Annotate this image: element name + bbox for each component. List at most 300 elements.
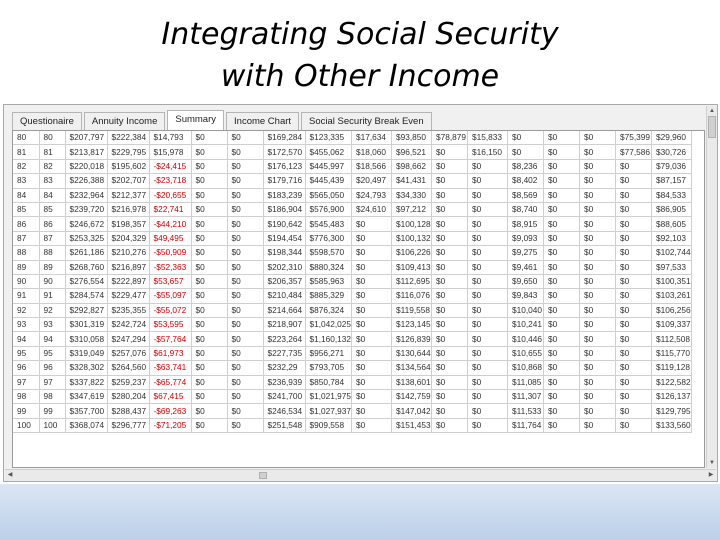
table-cell: $1,042,025 [305,318,352,332]
table-cell: $0 [352,217,392,231]
table-cell: $0 [580,274,616,288]
table-row [13,188,692,202]
table-cell: 96 [39,361,65,375]
table-cell: 96 [13,361,39,375]
table-cell: 82 [13,159,39,173]
table-row [13,418,692,432]
table-cell: $0 [432,418,468,432]
triangle-down-icon[interactable]: ▼ [709,460,715,466]
table-cell: $0 [616,346,652,360]
table-cell: $251,548 [263,418,305,432]
table-cell: $0 [352,361,392,375]
table-cell: $8,402 [508,174,544,188]
table-cell: $0 [544,404,580,418]
table-cell: 99 [39,404,65,418]
table-cell: $67,415 [149,390,191,404]
table-cell: $0 [544,260,580,274]
table-cell: $30,726 [652,145,692,159]
table-cell: -$57,764 [149,332,191,346]
table-cell: $0 [191,246,227,260]
table-cell: $0 [352,375,392,389]
table-cell: $0 [580,332,616,346]
table-cell: $0 [544,289,580,303]
table-cell: $0 [616,246,652,260]
table-cell: $0 [191,145,227,159]
table-cell: $0 [227,260,263,274]
table-cell: $0 [191,375,227,389]
table-cell: $218,907 [263,318,305,332]
table-cell: 86 [39,217,65,231]
app-window [3,104,718,482]
table-cell: $123,335 [305,131,352,145]
table-cell: $0 [544,318,580,332]
table-cell: $0 [227,145,263,159]
table-cell: 89 [13,260,39,274]
table-cell: $122,582 [652,375,692,389]
table-cell: $0 [227,231,263,245]
table-cell: $88,605 [652,217,692,231]
table-cell: $445,439 [305,174,352,188]
table-cell: $0 [616,159,652,173]
table-cell: $0 [432,174,468,188]
table-cell: $0 [191,274,227,288]
table-cell: $0 [616,174,652,188]
table-cell: $204,329 [107,231,149,245]
table-cell: $0 [580,231,616,245]
table-cell: $103,261 [652,289,692,303]
triangle-right-icon[interactable]: ▶ [708,472,714,478]
table-cell: $20,497 [352,174,392,188]
table-cell: $210,276 [107,246,149,260]
table-cell: $129,795 [652,404,692,418]
table-cell: 93 [13,318,39,332]
table-cell: $0 [227,131,263,145]
table-cell: $9,461 [508,260,544,274]
table-cell: $0 [352,346,392,360]
table-cell: -$55,097 [149,289,191,303]
table-cell: $0 [580,375,616,389]
table-cell: $0 [191,418,227,432]
table-cell: $92,103 [652,231,692,245]
table-cell: 92 [13,303,39,317]
tab-strip [12,109,434,131]
table-cell: $956,271 [305,346,352,360]
table-cell: $0 [227,346,263,360]
table-cell: $0 [432,303,468,317]
table-cell: 98 [39,390,65,404]
table-cell: $793,705 [305,361,352,375]
table-cell: $0 [580,159,616,173]
table-row [13,332,692,346]
table-cell: -$69,263 [149,404,191,418]
slide-footer-band [0,484,720,540]
table-cell: $176,123 [263,159,305,173]
tab-annuity-income[interactable]: Annuity Income [84,112,165,131]
table-cell: 97 [13,375,39,389]
table-cell: $0 [227,246,263,260]
table-cell: $194,454 [263,231,305,245]
table-cell: $226,388 [65,174,107,188]
table-cell: $0 [580,174,616,188]
table-cell: $229,795 [107,145,149,159]
table-cell: $0 [432,188,468,202]
table-cell: $0 [468,318,508,332]
table-cell: $0 [227,332,263,346]
table-row [13,390,692,404]
table-cell: $0 [468,361,508,375]
table-cell: $368,074 [65,418,107,432]
table-cell: $24,610 [352,202,392,216]
table-cell: $0 [544,375,580,389]
table-cell: $202,310 [263,260,305,274]
table-cell: $198,344 [263,246,305,260]
table-cell: $0 [616,303,652,317]
table-cell: 100 [39,418,65,432]
table-cell: $34,330 [392,188,432,202]
slide-title-line-1: Integrating Social Security [161,17,559,52]
table-cell: $1,021,975 [305,390,352,404]
table-cell: $0 [191,159,227,173]
table-cell: $0 [227,217,263,231]
table-cell: $8,915 [508,217,544,231]
table-cell: $102,744 [652,246,692,260]
table-cell: $11,533 [508,404,544,418]
table-cell: $232,964 [65,188,107,202]
table-row [13,361,692,375]
table-cell: $0 [468,289,508,303]
table-row [13,318,692,332]
table-cell: $0 [468,390,508,404]
table-cell: $0 [432,346,468,360]
table-cell: $776,300 [305,231,352,245]
table-cell: $0 [227,188,263,202]
table-cell: $0 [580,346,616,360]
table-cell: $17,634 [352,131,392,145]
summary-panel [12,130,705,468]
table-cell: $0 [432,260,468,274]
table-cell: $236,939 [263,375,305,389]
table-cell: 90 [39,274,65,288]
table-cell: -$52,363 [149,260,191,274]
table-cell: $0 [580,361,616,375]
table-cell: 95 [39,346,65,360]
table-cell: $0 [616,274,652,288]
table-cell: $109,337 [652,318,692,332]
table-cell: 83 [39,174,65,188]
table-cell: $126,839 [392,332,432,346]
table-cell: $0 [468,159,508,173]
table-cell: $112,508 [652,332,692,346]
table-cell: $0 [544,202,580,216]
table-cell: $0 [227,202,263,216]
table-cell: $0 [191,346,227,360]
table-cell: $119,558 [392,303,432,317]
table-cell: $0 [227,174,263,188]
table-cell: $455,062 [305,145,352,159]
table-cell: $0 [616,418,652,432]
table-cell: $134,564 [392,361,432,375]
table-cell: 98 [13,390,39,404]
table-cell: $0 [352,274,392,288]
table-cell: 88 [39,246,65,260]
table-row [13,131,692,145]
table-cell: $264,560 [107,361,149,375]
table-cell: $0 [580,188,616,202]
vertical-scrollbar[interactable] [706,106,717,468]
tab-income-chart[interactable]: Income Chart [226,112,299,131]
table-row [13,217,692,231]
table-row [13,260,692,274]
table-cell: $885,329 [305,289,352,303]
triangle-left-icon[interactable]: ◀ [7,472,13,478]
triangle-up-icon[interactable]: ▲ [709,108,715,114]
table-cell: $0 [191,188,227,202]
table-cell: 87 [39,231,65,245]
table-cell: $41,431 [392,174,432,188]
table-cell: $445,997 [305,159,352,173]
table-cell: $328,302 [65,361,107,375]
slide-title-line-2: with Other Income [220,59,500,94]
table-cell: $16,150 [468,145,508,159]
table-cell: $0 [352,260,392,274]
table-cell: $0 [544,231,580,245]
table-cell: $0 [580,390,616,404]
table-cell: $106,256 [652,303,692,317]
table-cell: $106,226 [392,246,432,260]
table-cell: $123,145 [392,318,432,332]
table-cell: $216,897 [107,260,149,274]
table-cell: 81 [13,145,39,159]
table-cell: $288,437 [107,404,149,418]
table-cell: $0 [191,303,227,317]
table-cell: $0 [468,404,508,418]
table-cell: $93,850 [392,131,432,145]
table-cell: $222,897 [107,274,149,288]
table-cell: 80 [13,131,39,145]
table-cell: $357,700 [65,404,107,418]
table-cell: 90 [13,274,39,288]
table-cell: -$65,774 [149,375,191,389]
table-cell: -$71,205 [149,418,191,432]
table-cell: $0 [432,145,468,159]
table-cell: $0 [544,159,580,173]
table-cell: -$44,210 [149,217,191,231]
table-cell: $0 [191,404,227,418]
table-cell: $61,973 [149,346,191,360]
table-cell: $0 [432,318,468,332]
table-cell: $0 [544,418,580,432]
table-cell: $0 [191,202,227,216]
vertical-scroll-thumb[interactable] [708,116,716,138]
table-cell: $0 [432,159,468,173]
table-cell: $0 [580,289,616,303]
table-cell: $147,042 [392,404,432,418]
table-cell: 85 [39,202,65,216]
table-cell: 82 [39,159,65,173]
table-row [13,375,692,389]
horizontal-scroll-thumb[interactable] [259,472,267,479]
table-row [13,289,692,303]
table-cell: $10,655 [508,346,544,360]
table-cell: $77,586 [616,145,652,159]
table-cell: $227,735 [263,346,305,360]
tab-social-security-break-even[interactable]: Social Security Break Even [301,112,432,131]
table-cell: $253,325 [65,231,107,245]
table-cell: 89 [39,260,65,274]
table-cell: $0 [544,217,580,231]
table-cell: $0 [432,404,468,418]
table-cell: $0 [352,418,392,432]
table-row [13,246,692,260]
table-cell: $133,560 [652,418,692,432]
table-cell: $0 [468,231,508,245]
table-cell: $0 [580,202,616,216]
table-cell: $195,602 [107,159,149,173]
table-cell: $0 [227,318,263,332]
table-cell: $0 [616,260,652,274]
table-cell: 91 [39,289,65,303]
table-cell: $10,446 [508,332,544,346]
table-cell: 100 [13,418,39,432]
tab-questionaire[interactable]: Questionaire [12,112,82,131]
table-cell: $0 [468,346,508,360]
horizontal-scrollbar[interactable] [5,469,716,481]
table-cell: 81 [39,145,65,159]
table-cell: $247,294 [107,332,149,346]
table-cell: $0 [432,274,468,288]
table-cell: $84,533 [652,188,692,202]
table-cell: $202,707 [107,174,149,188]
table-cell: $0 [468,174,508,188]
table-cell: $0 [468,202,508,216]
table-cell: $0 [468,375,508,389]
table-row [13,174,692,188]
table-cell: $268,760 [65,260,107,274]
table-cell: $0 [352,289,392,303]
table-cell: $10,868 [508,361,544,375]
table-cell: $0 [616,188,652,202]
table-cell: $0 [468,217,508,231]
table-cell: $214,664 [263,303,305,317]
table-cell: $53,595 [149,318,191,332]
table-cell: $880,324 [305,260,352,274]
table-cell: $0 [432,375,468,389]
table-cell: $22,741 [149,202,191,216]
table-cell: $116,076 [392,289,432,303]
table-cell: 94 [13,332,39,346]
table-cell: $0 [468,332,508,346]
table-cell: 86 [13,217,39,231]
table-row [13,145,692,159]
table-cell: $24,793 [352,188,392,202]
table-cell: $130,644 [392,346,432,360]
table-cell: $18,060 [352,145,392,159]
table-cell: $0 [227,404,263,418]
table-cell: -$55,072 [149,303,191,317]
table-cell: $216,978 [107,202,149,216]
table-cell: -$63,741 [149,361,191,375]
table-cell: $0 [432,202,468,216]
table-cell: $0 [580,303,616,317]
table-cell: $1,160,132 [305,332,352,346]
table-cell: $151,453 [392,418,432,432]
table-cell: $0 [616,217,652,231]
table-cell: $0 [616,231,652,245]
table-cell: -$23,718 [149,174,191,188]
table-cell: $319,049 [65,346,107,360]
table-cell: $0 [432,332,468,346]
table-cell: $0 [580,145,616,159]
table-cell: $210,484 [263,289,305,303]
table-cell: $0 [616,361,652,375]
tab-summary[interactable]: Summary [167,110,224,132]
table-cell: $0 [352,303,392,317]
table-cell: $10,040 [508,303,544,317]
table-cell: $0 [544,332,580,346]
table-cell: $0 [544,390,580,404]
table-cell: $86,905 [652,202,692,216]
table-cell: $0 [191,260,227,274]
table-cell: $0 [616,390,652,404]
table-cell: $310,058 [65,332,107,346]
table-cell: $0 [432,390,468,404]
table-cell: $0 [544,303,580,317]
table-cell: $0 [432,246,468,260]
table-cell: 91 [13,289,39,303]
table-cell: $0 [191,390,227,404]
table-cell: $232,29 [263,361,305,375]
table-cell: 80 [39,131,65,145]
table-cell: $0 [227,159,263,173]
table-cell: $9,650 [508,274,544,288]
table-cell: $565,050 [305,188,352,202]
table-cell: $11,307 [508,390,544,404]
table-cell: $0 [468,260,508,274]
table-cell: $119,128 [652,361,692,375]
table-cell: $0 [616,289,652,303]
table-cell: $598,570 [305,246,352,260]
table-cell: $138,601 [392,375,432,389]
table-cell: $0 [227,361,263,375]
table-cell: $246,534 [263,404,305,418]
table-cell: $11,085 [508,375,544,389]
table-cell: 97 [39,375,65,389]
table-cell: $0 [544,246,580,260]
table-cell: $301,319 [65,318,107,332]
table-cell: $0 [544,274,580,288]
table-cell: $190,642 [263,217,305,231]
table-cell: $15,978 [149,145,191,159]
table-cell: $18,566 [352,159,392,173]
table-cell: $100,132 [392,231,432,245]
table-cell: $284,574 [65,289,107,303]
table-cell: $96,521 [392,145,432,159]
table-cell: $0 [544,361,580,375]
table-cell: $0 [191,217,227,231]
table-cell: $276,554 [65,274,107,288]
table-cell: $75,399 [616,131,652,145]
table-cell: $0 [544,174,580,188]
table-cell: $0 [352,404,392,418]
table-cell: $100,351 [652,274,692,288]
table-cell: $100,128 [392,217,432,231]
summary-table-body [13,131,692,433]
table-cell: $241,700 [263,390,305,404]
table-cell: $576,900 [305,202,352,216]
table-cell: $29,960 [652,131,692,145]
table-cell: $15,833 [468,131,508,145]
table-cell: 92 [39,303,65,317]
